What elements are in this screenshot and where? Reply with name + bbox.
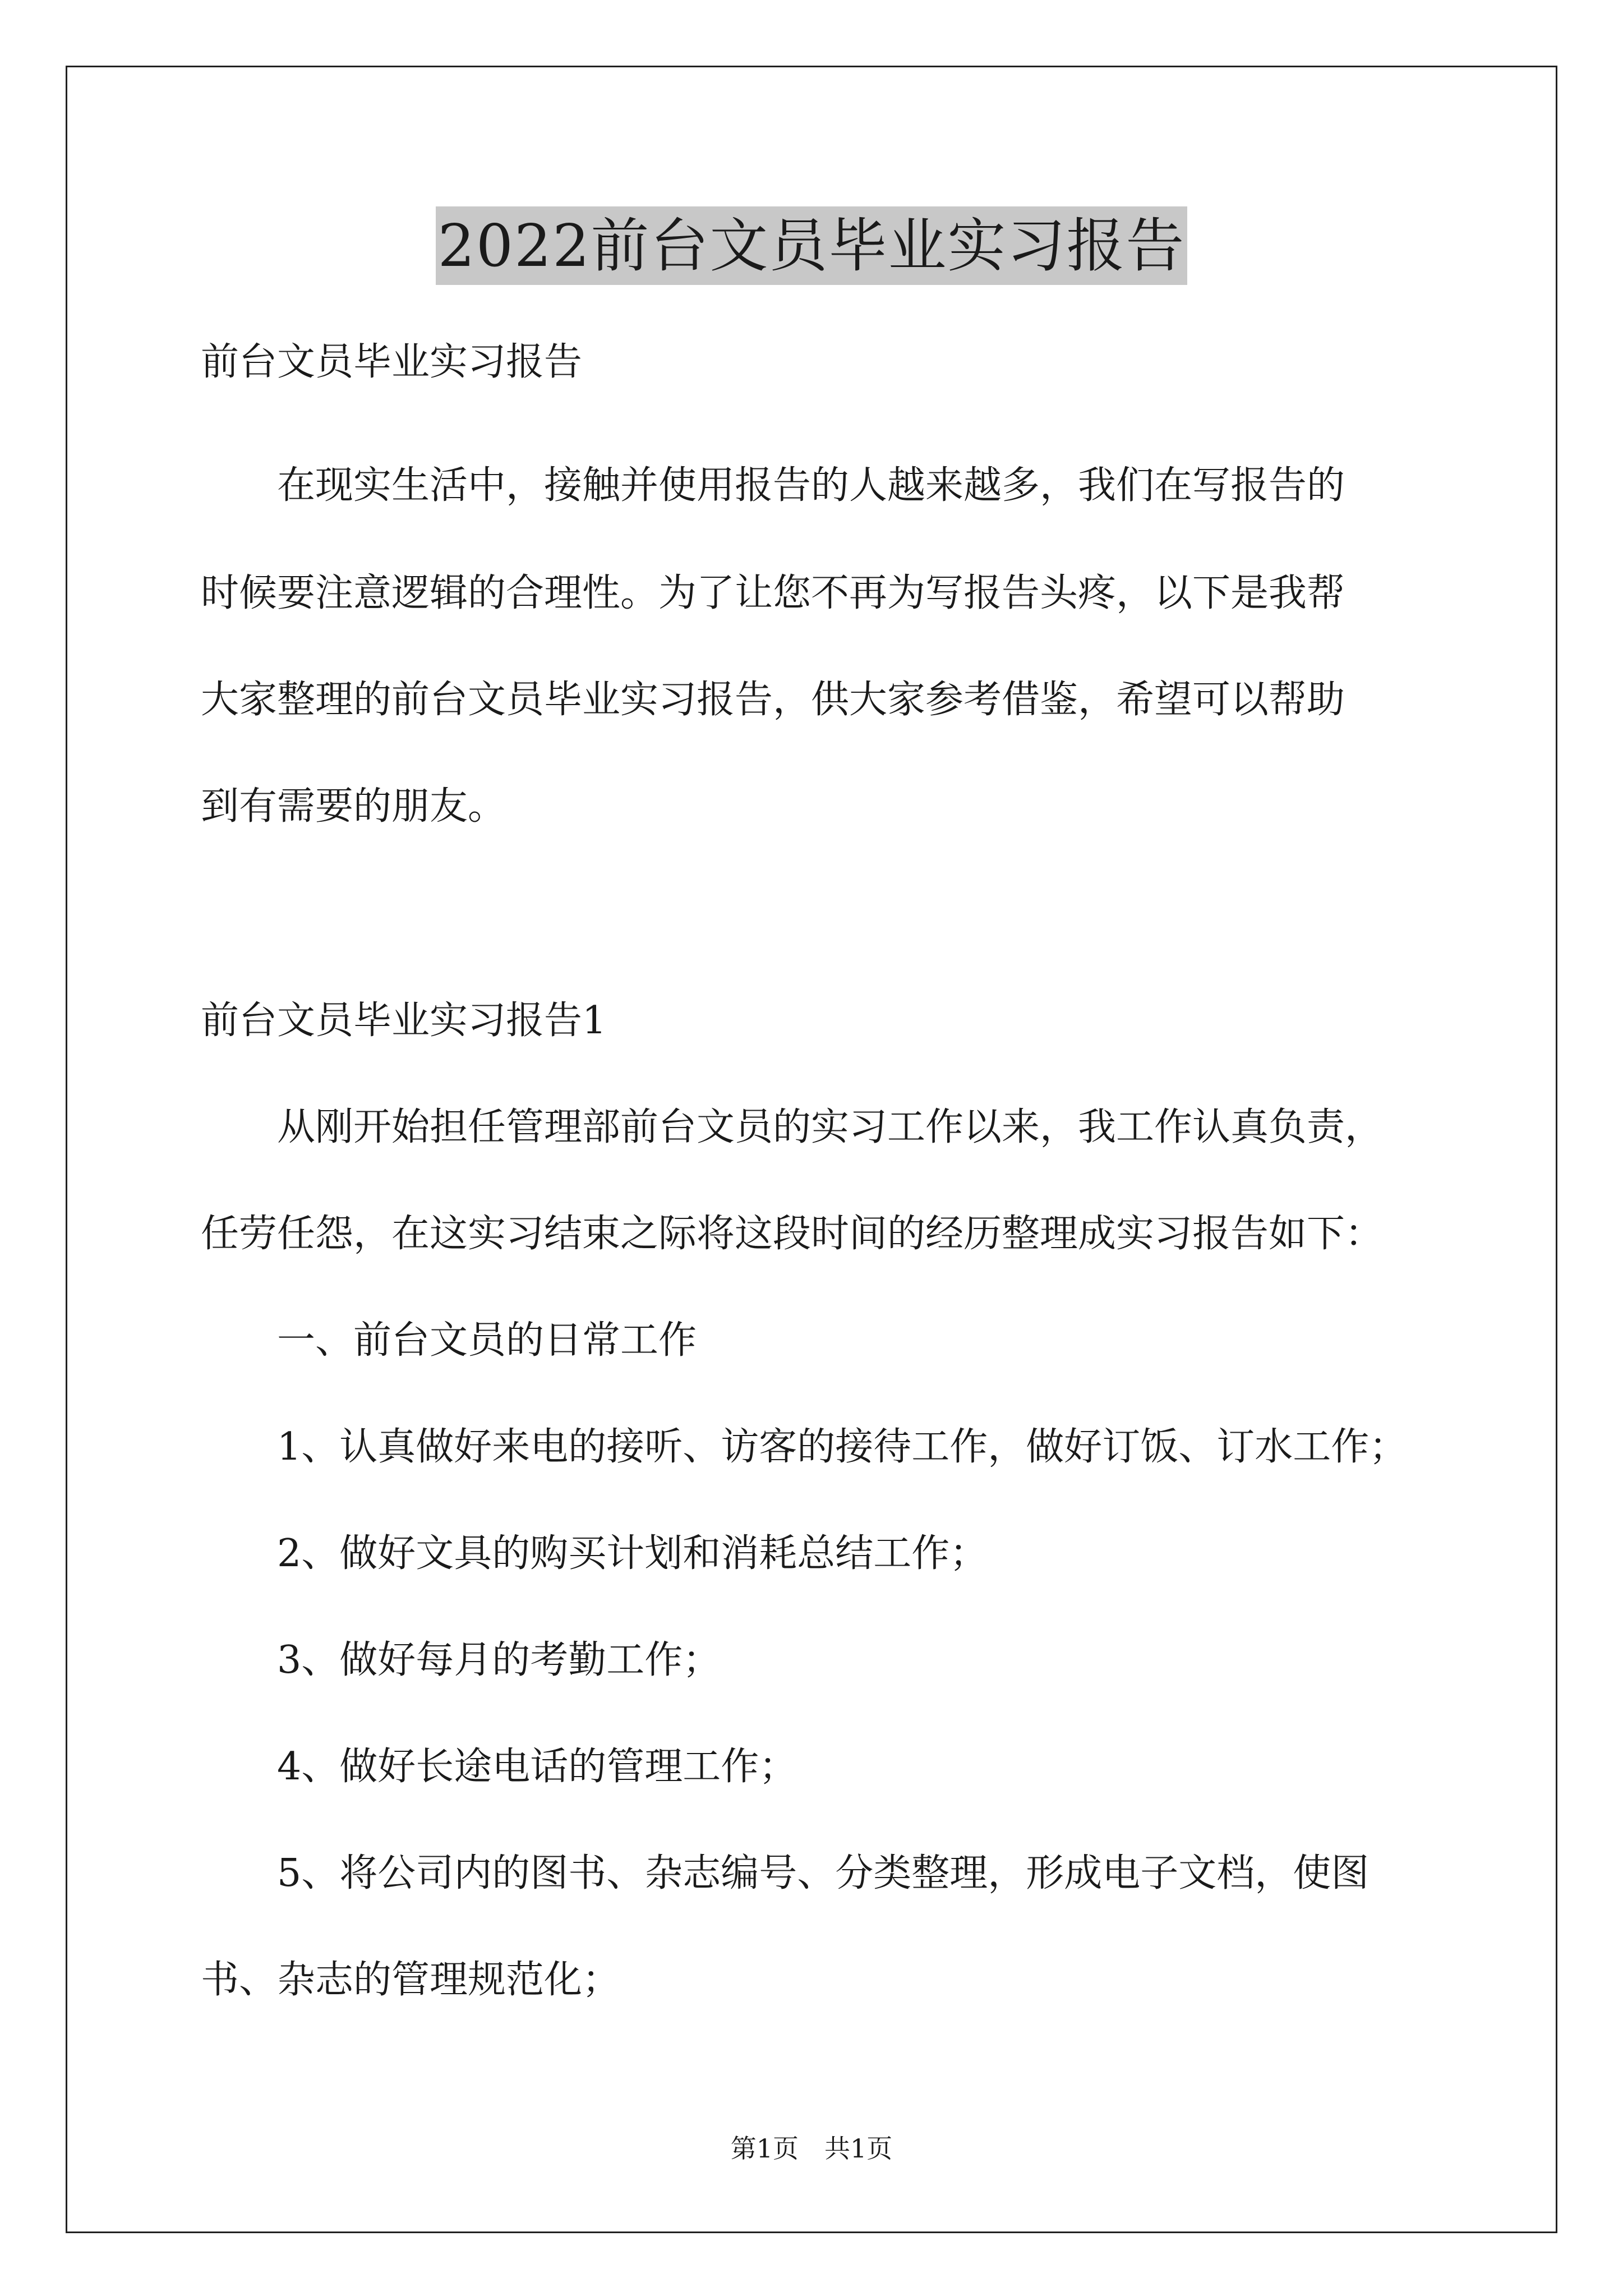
document-line: 前台文员毕业实习报告: [201, 340, 583, 384]
document-line: 大家整理的前台文员毕业实习报告，供大家参考借鉴，希望可以帮助: [201, 678, 1345, 722]
document-line: 2、做好文具的购买计划和消耗总结工作；: [201, 1531, 988, 1576]
document-line: 到有需要的朋友。: [201, 784, 506, 829]
document-title: 2022前台文员毕业实习报告: [436, 206, 1188, 285]
document-line: 从刚开始担任管理部前台文员的实习工作以来，我工作认真负责，: [201, 1105, 1384, 1149]
document-line: 时候要注意逻辑的合理性。为了让您不再为写报告头疼，以下是我帮: [201, 571, 1345, 615]
document-line: 前台文员毕业实习报告1: [201, 999, 607, 1043]
document-line: 1、认真做好来电的接听、访客的接待工作，做好订饭、订水工作；: [201, 1425, 1408, 1469]
title-container: [0, 206, 1623, 285]
document-line: 任劳任怨，在这实习结束之际将这段时间的经历整理成实习报告如下：: [201, 1212, 1384, 1256]
document-line: 4、做好长途电话的管理工作；: [201, 1745, 797, 1789]
document-line: 在现实生活中，接触并使用报告的人越来越多，我们在写报告的: [201, 463, 1345, 508]
page-footer: 第1页 共1页: [730, 2133, 893, 2164]
document-line: 5、将公司内的图书、杂志编号、分类整理，形成电子文档，使图: [201, 1851, 1370, 1895]
document-line: 3、做好每月的考勤工作；: [201, 1638, 721, 1682]
document-line: 一、前台文员的日常工作: [201, 1318, 697, 1363]
document-line: 书、杂志的管理规范化；: [201, 1958, 621, 2002]
